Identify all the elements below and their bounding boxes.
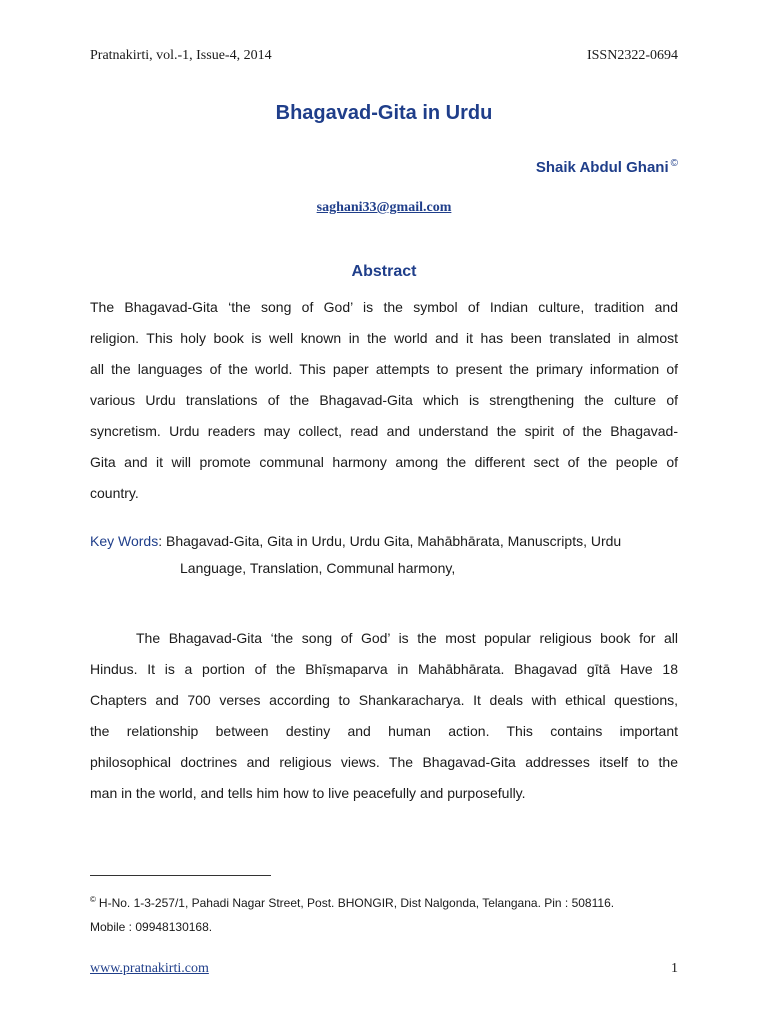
journal-header: Pratnakirti, vol.-1, Issue-4, 2014 [90,48,272,63]
footer-website [90,961,209,977]
author-email-link[interactable]: saghani33@gmail.com [316,200,452,215]
body-line: the relationship between destiny and human action. This contains important [90,723,678,739]
author-footnote-mark: © [670,158,678,169]
footnote-address: H-No. 1-3-257/1, Pahadi Nagar Street, Post. BHONGIR, Dist Nalgonda, Telangana. Pin : 508116. [98,896,615,910]
abstract-line: syncretism. Urdu readers may collect, read and understand the spirit of the Bhagavad- [90,423,678,439]
footnote-divider [90,875,271,876]
keywords-line-1: Bhagavad-Gita, Gita in Urdu, Urdu Gita, Mahābhārata, Manuscripts, Urdu [166,533,622,549]
keywords-line-2: Language, Translation, Communal harmony, [180,560,456,576]
author-line [400,158,678,176]
abstract-line: country. [90,485,139,501]
abstract-line: all the languages of the world. This paper attempts to present the primary information of [90,361,678,377]
body-line: philosophical doctrines and religious views. The Bhagavad-Gita addresses itself to the [90,754,678,770]
page-number: 1 [671,961,678,976]
footnote-line-1 [90,888,690,915]
abstract-paragraph [90,292,678,509]
keywords-block: Key Words: Bhagavad-Gita, Gita in Urdu, Urdu Gita, Mahābhārata, Manuscripts, Urdu Language, Translation, Communal harmony, [90,528,678,582]
footnote-line-2: Mobile : 09948130168. [90,920,213,934]
author-email-line [0,200,768,216]
abstract-heading: Abstract [351,263,417,280]
body-line: Chapters and 700 verses according to Shankaracharya. It deals with ethical questions, [90,692,678,708]
body-line: The Bhagavad-Gita ‘the song of God’ is the most popular religious book for all [136,630,678,646]
website-link[interactable]: www.pratnakirti.com [90,961,209,976]
body-paragraph [90,623,678,809]
author-name: Shaik Abdul Ghani [535,159,669,176]
keywords-label: Key Words [90,533,159,549]
paper-title: Bhagavad-Gita in Urdu [275,102,493,124]
abstract-line: various Urdu translations of the Bhagavad-Gita which is strengthening the culture of [90,392,678,408]
abstract-line: religion. This holy book is well known in the world and it has been translated in almost [90,330,678,346]
body-line: Hindus. It is a portion of the Bhīṣmaparva in Mahābhārata. Bhagavad gītā Have 18 [90,661,678,677]
issn-header: ISSN2322-0694 [586,48,678,63]
footnote-mark: © [90,895,96,904]
abstract-line: Gita and it will promote communal harmony among the different sect of the people of [90,454,678,470]
abstract-line: The Bhagavad-Gita ‘the song of God’ is the symbol of Indian culture, tradition and [90,299,678,315]
body-line: man in the world, and tells him how to live peacefully and purposefully. [90,785,526,801]
footnote [90,888,690,939]
